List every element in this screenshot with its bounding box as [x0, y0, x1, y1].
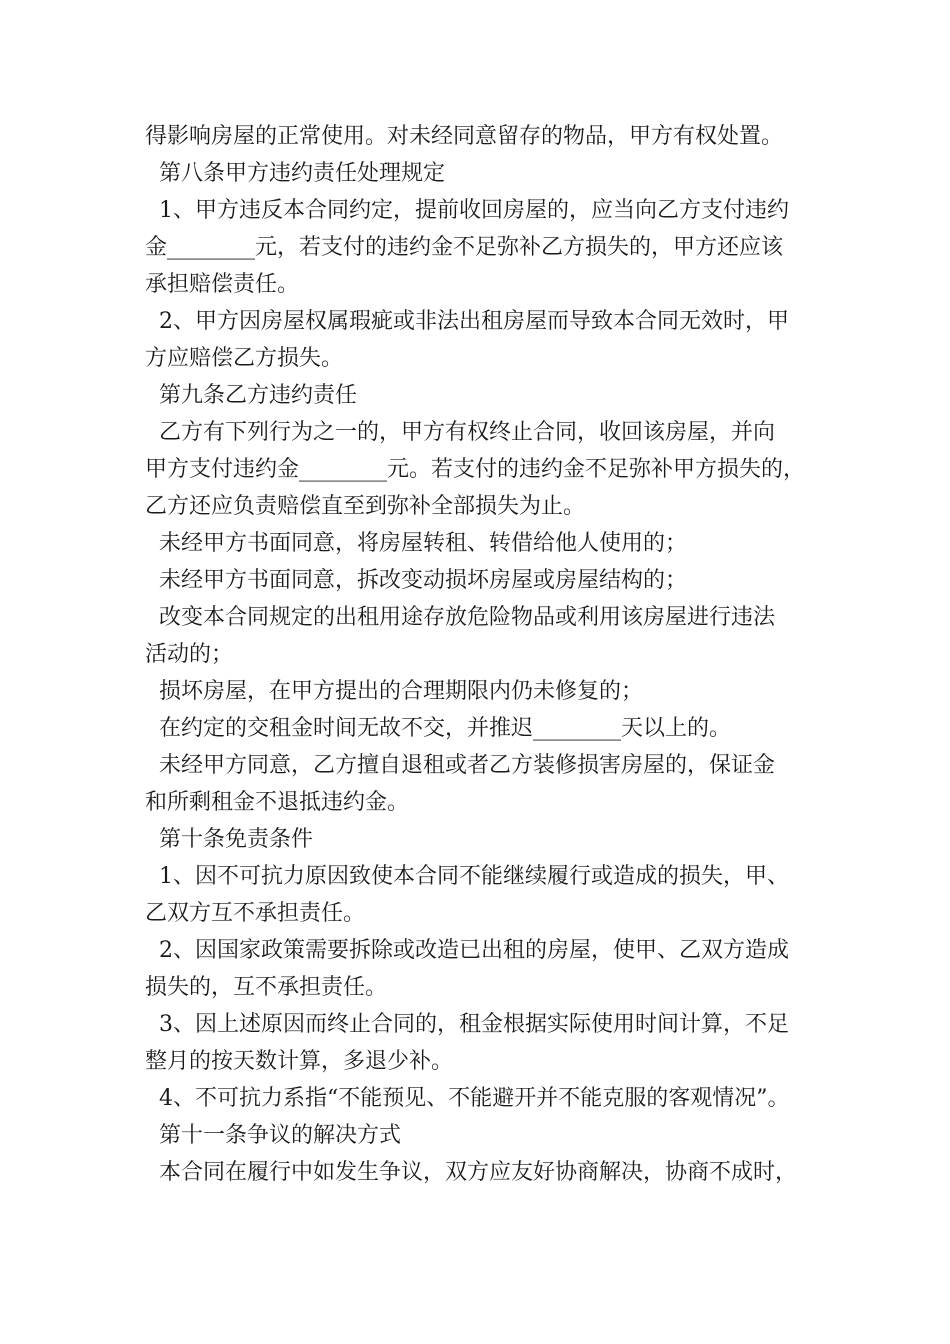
text-line: 4、不可抗力系指“不能预见、不能避开并不能克服的客观情况”。 — [145, 1086, 790, 1111]
text-line: 金________元，若支付的违约金不足弥补乙方损失的，甲方还应该 — [145, 235, 784, 260]
text-line: 未经甲方书面同意，拆改变动损坏房屋或房屋结构的； — [145, 568, 687, 593]
text-line: 乙双方互不承担责任。 — [145, 901, 366, 926]
text-line: 方应赔偿乙方损失。 — [145, 346, 344, 371]
section-heading: 第九条乙方违约责任 — [145, 383, 357, 408]
text-line: 改变本合同规定的出租用途存放危险物品或利用该房屋进行违法 — [145, 605, 775, 630]
text-line: 乙方有下列行为之一的，甲方有权终止合同，收回该房屋，并向 — [145, 420, 775, 445]
text-line: 甲方支付违约金________元。若支付的违约金不足弥补甲方损失的， — [145, 457, 806, 482]
section-heading: 第十一条争议的解决方式 — [145, 1123, 401, 1148]
text-line: 损失的，互不承担责任。 — [145, 975, 388, 1000]
text-line: 1、因不可抗力原因致使本合同不能继续履行或造成的损失，甲、 — [145, 864, 789, 889]
text-line: 和所剩租金不退抵违约金。 — [145, 790, 410, 815]
text-line: 损坏房屋，在甲方提出的合理期限内仍未修复的； — [145, 679, 643, 704]
text-line: 2、甲方因房屋权属瑕疵或非法出租房屋而导致本合同无效时，甲 — [145, 309, 789, 334]
text-line: 2、因国家政策需要拆除或改造已出租的房屋，使甲、乙双方造成 — [145, 938, 789, 963]
section-heading: 第八条甲方违约责任处理规定 — [145, 161, 445, 186]
section-heading: 第十条免责条件 — [145, 827, 313, 852]
text-line: 未经甲方同意，乙方擅自退租或者乙方装修损害房屋的，保证金 — [145, 753, 775, 778]
text-line: 在约定的交租金时间无故不交，并推迟________天以上的。 — [145, 716, 731, 741]
text-line: 3、因上述原因而终止合同的，租金根据实际使用时间计算，不足 — [145, 1012, 789, 1037]
text-line: 承担赔偿责任。 — [145, 272, 300, 297]
text-line: 整月的按天数计算，多退少补。 — [145, 1049, 454, 1074]
text-line: 本合同在履行中如发生争议，双方应友好协商解决，协商不成时， — [145, 1160, 797, 1185]
text-line: 活动的； — [145, 642, 234, 667]
text-line: 1、甲方违反本合同约定，提前收回房屋的，应当向乙方支付违约 — [145, 198, 789, 223]
text-line: 得影响房屋的正常使用。对未经同意留存的物品，甲方有权处置。 — [145, 124, 784, 149]
text-line: 未经甲方书面同意，将房屋转租、转借给他人使用的； — [145, 531, 687, 556]
text-line: 乙方还应负责赔偿直至到弥补全部损失为止。 — [145, 494, 586, 519]
